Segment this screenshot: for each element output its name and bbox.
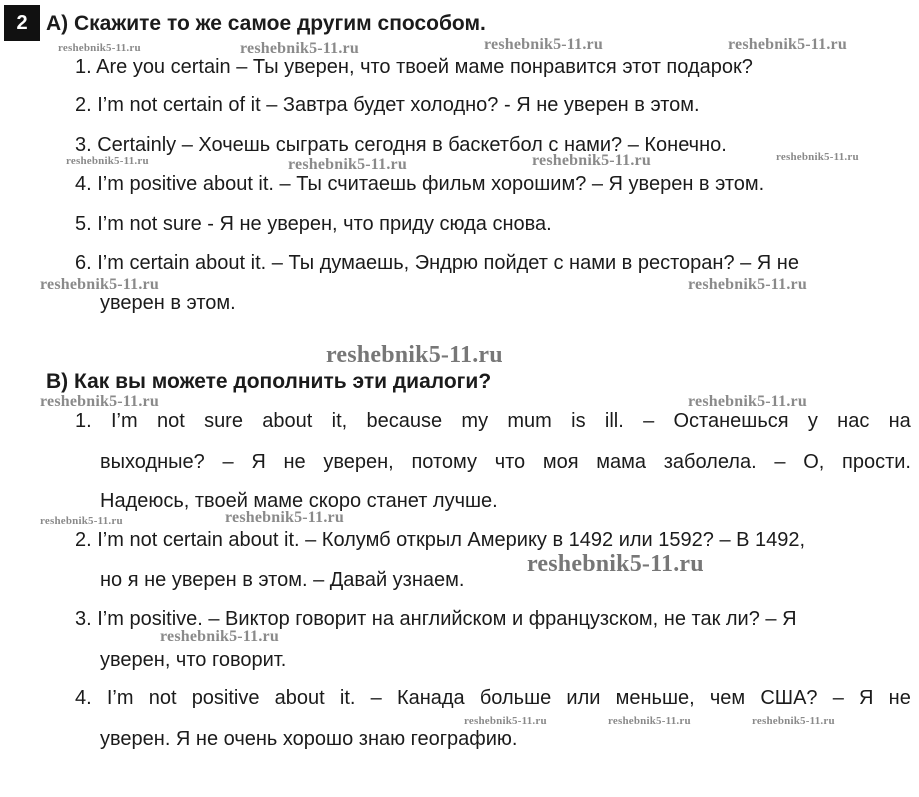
word: ill. bbox=[604, 410, 624, 432]
section-a-heading: A) Скажите то же самое другим способом. bbox=[46, 12, 486, 35]
watermark: reshebnik5-11.ru bbox=[776, 151, 859, 163]
word: О, bbox=[803, 451, 825, 473]
watermark: reshebnik5-11.ru bbox=[225, 509, 344, 526]
word: чем bbox=[709, 687, 746, 709]
word: I’m bbox=[110, 410, 138, 432]
section-b-item-3-line-1: 3. I’m positive. – Виктор говорит на английском и французском, не так ли? – Я bbox=[75, 608, 797, 630]
word: Я bbox=[251, 451, 266, 473]
watermark: reshebnik5-11.ru bbox=[527, 551, 704, 577]
word: или bbox=[566, 687, 601, 709]
word: мама bbox=[596, 451, 647, 473]
watermark: reshebnik5-11.ru bbox=[40, 515, 123, 527]
watermark: reshebnik5-11.ru bbox=[58, 42, 141, 54]
section-a-item-2: 2. I’m not certain of it – Завтра будет холодно? - Я не уверен в этом. bbox=[75, 94, 700, 116]
word: США? bbox=[760, 687, 818, 709]
word: – bbox=[643, 410, 655, 432]
watermark: reshebnik5-11.ru bbox=[688, 276, 807, 293]
word: прости. bbox=[842, 451, 911, 473]
word: на bbox=[888, 410, 911, 432]
task-number-badge: 2 bbox=[4, 5, 40, 41]
section-a-item-4: 4. I’m positive about it. – Ты считаешь фильм хорошим? – Я уверен в этом. bbox=[75, 173, 765, 195]
watermark: reshebnik5-11.ru bbox=[288, 156, 407, 173]
section-b-item-4-line-2: уверен. Я не очень хорошо знаю географию. bbox=[100, 728, 518, 750]
watermark: reshebnik5-11.ru bbox=[240, 40, 359, 57]
section-b-item-1-line-2 bbox=[100, 450, 911, 474]
word: Я bbox=[859, 687, 874, 709]
word: positive bbox=[191, 687, 260, 709]
section-a-item-3: 3. Certainly – Хочешь сыграть сегодня в баскетбол с нами? – Конечно. bbox=[75, 134, 727, 156]
word: I’m bbox=[106, 687, 134, 709]
watermark: reshebnik5-11.ru bbox=[752, 715, 835, 727]
word: нас bbox=[837, 410, 870, 432]
section-b-item-2-line-2: но я не уверен в этом. – Давай узнаем. bbox=[100, 569, 465, 591]
section-a-item-6: 6. I’m certain about it. – Ты думаешь, Эндрю пойдет с нами в ресторан? – Я не bbox=[75, 252, 799, 274]
word: 1. bbox=[75, 410, 92, 432]
section-b-item-3-line-2: уверен, что говорит. bbox=[100, 649, 287, 671]
word: не bbox=[283, 451, 306, 473]
word: not bbox=[148, 687, 177, 709]
word: выходные? bbox=[100, 451, 205, 473]
word: – bbox=[370, 687, 382, 709]
word: потому bbox=[411, 451, 477, 473]
word: у bbox=[807, 410, 818, 432]
watermark: reshebnik5-11.ru bbox=[688, 393, 807, 410]
word: – bbox=[832, 687, 844, 709]
watermark: reshebnik5-11.ru bbox=[40, 393, 159, 410]
watermark: reshebnik5-11.ru bbox=[326, 342, 503, 368]
word: it, bbox=[331, 410, 348, 432]
word: – bbox=[774, 451, 786, 473]
word: уверен, bbox=[323, 451, 394, 473]
word: because bbox=[366, 410, 443, 432]
word: mum bbox=[507, 410, 552, 432]
watermark: reshebnik5-11.ru bbox=[40, 276, 159, 293]
word: about bbox=[262, 410, 313, 432]
watermark: reshebnik5-11.ru bbox=[464, 715, 547, 727]
word: заболела. bbox=[663, 451, 757, 473]
section-b-item-1-line-3: Надеюсь, твоей маме скоро станет лучше. bbox=[100, 490, 498, 512]
word: – bbox=[222, 451, 234, 473]
word: меньше, bbox=[615, 687, 695, 709]
watermark: reshebnik5-11.ru bbox=[532, 152, 651, 169]
word: my bbox=[461, 410, 489, 432]
section-b-item-2-line-1: 2. I’m not certain about it. – Колумб открыл Америку в 1492 или 1592? – В 1492, bbox=[75, 529, 806, 551]
section-a-item-5: 5. I’m not sure - Я не уверен, что приду сюда снова. bbox=[75, 213, 552, 235]
word: 4. bbox=[75, 687, 92, 709]
word: is bbox=[571, 410, 586, 432]
word: не bbox=[888, 687, 911, 709]
section-b-heading: В) Как вы можете дополнить эти диалоги? bbox=[46, 370, 492, 393]
section-b-item-4-line-1 bbox=[75, 686, 911, 710]
word: not bbox=[156, 410, 185, 432]
watermark: reshebnik5-11.ru bbox=[66, 155, 149, 167]
watermark: reshebnik5-11.ru bbox=[728, 36, 847, 53]
word: about bbox=[274, 687, 325, 709]
section-b-item-1-line-1 bbox=[75, 409, 911, 433]
watermark: reshebnik5-11.ru bbox=[484, 36, 603, 53]
watermark: reshebnik5-11.ru bbox=[608, 715, 691, 727]
word: Канада bbox=[396, 687, 465, 709]
word: it. bbox=[339, 687, 356, 709]
section-a-item-6-continued: уверен в этом. bbox=[100, 292, 236, 314]
section-a-item-1: 1. Are you certain – Ты уверен, что твоей маме понравится этот подарок? bbox=[75, 56, 753, 78]
watermark: reshebnik5-11.ru bbox=[160, 628, 279, 645]
word: больше bbox=[479, 687, 552, 709]
word: Останешься bbox=[673, 410, 789, 432]
word: что bbox=[494, 451, 526, 473]
word: моя bbox=[542, 451, 579, 473]
word: sure bbox=[204, 410, 243, 432]
